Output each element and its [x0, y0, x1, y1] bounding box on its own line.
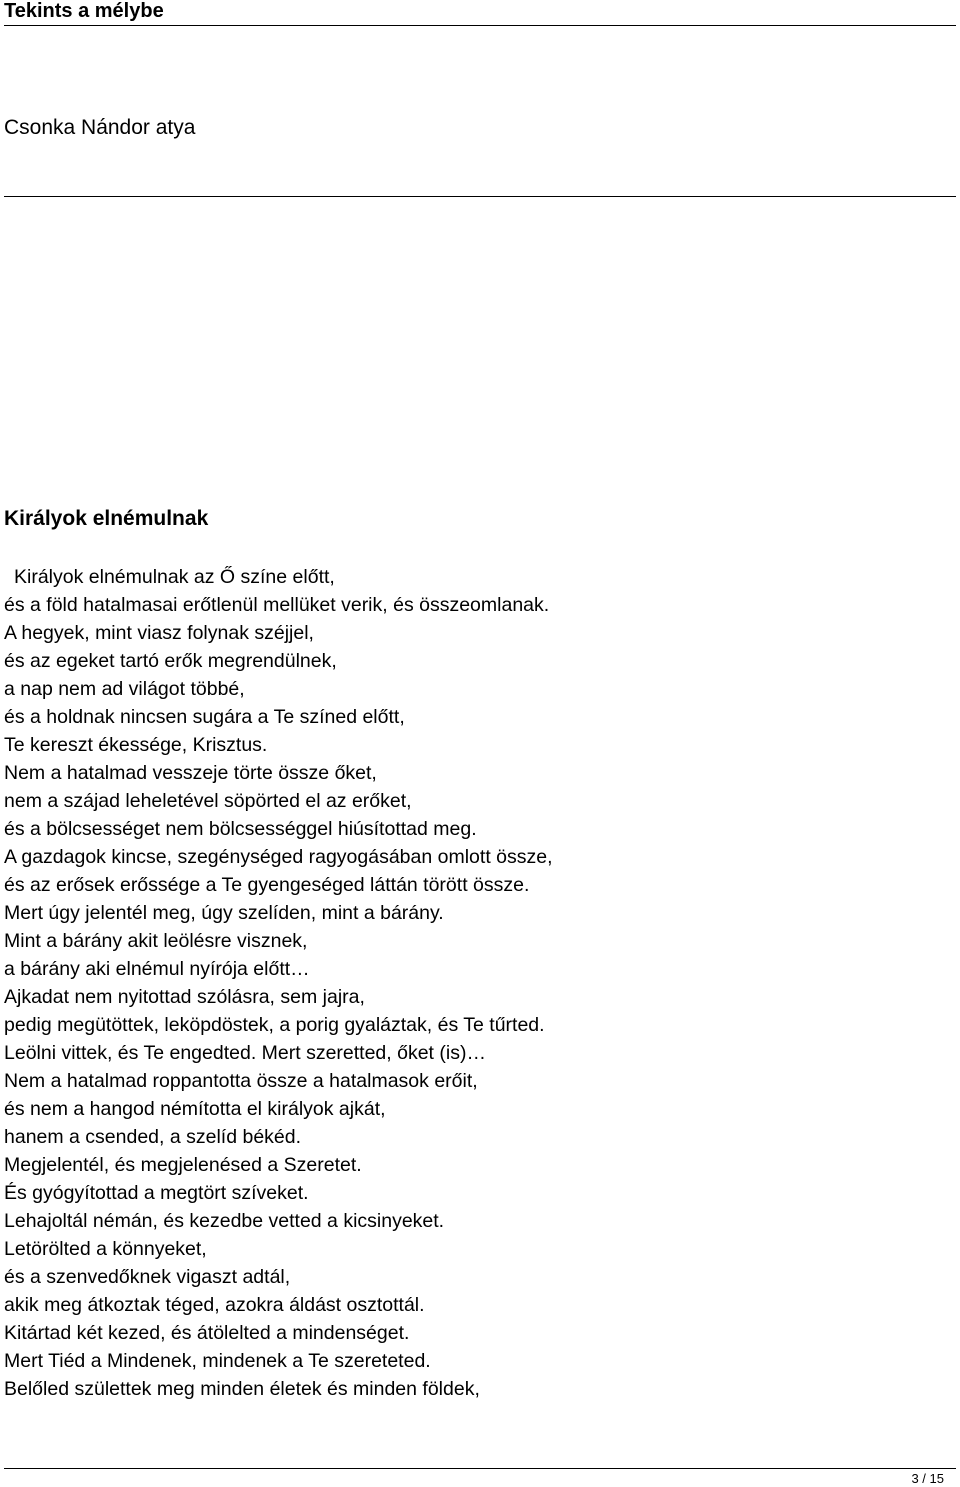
poem-line: Nem a hatalmad vesszeje törte össze őket, [4, 762, 377, 784]
poem-line: Nem a hatalmad roppantotta össze a hatalmasok erőit, [4, 1070, 478, 1092]
page-number: 3 / 15 [911, 1471, 944, 1486]
poem-line: és a holdnak nincsen sugára a Te színed előtt, [4, 706, 405, 728]
poem-line: Lehajoltál némán, és kezedbe vetted a kicsinyeket. [4, 1210, 445, 1232]
document-header-title: Tekints a mélybe [4, 0, 164, 22]
poem-line: Királyok elnémulnak az Ő színe előtt, [14, 566, 335, 588]
poem-line: és az erősek erőssége a Te gyengeséged láttán törött össze. [4, 874, 530, 896]
poem-line: És gyógyítottad a megtört szíveket. [4, 1182, 309, 1204]
poem-line: Kitártad két kezed, és átölelted a mindenséget. [4, 1322, 410, 1344]
poem-line: a bárány aki elnémul nyírója előtt… [4, 958, 310, 980]
poem-line: Te kereszt ékessége, Krisztus. [4, 734, 268, 756]
header-divider [4, 25, 956, 26]
poem-line: Letörölted a könnyeket, [4, 1238, 207, 1260]
poem-body [4, 563, 553, 1403]
poem-line: nem a szájad leheletével söpörted el az erőket, [4, 790, 412, 812]
poem-line: Ajkadat nem nyitottad szólásra, sem jajra, [4, 986, 365, 1008]
poem-line: pedig megütöttek, leköpdöstek, a porig gyaláztak, és Te tűrted. [4, 1014, 545, 1036]
poem-line: Mint a bárány akit leölésre visznek, [4, 930, 308, 952]
poem-line: Mert úgy jelentél meg, úgy szelíden, mint a bárány. [4, 902, 444, 924]
poem-line: és nem a hangod némította el királyok ajkát, [4, 1098, 386, 1120]
poem-line: Megjelentél, és megjelenésed a Szeretet. [4, 1154, 362, 1176]
poem-line: és a föld hatalmasai erőtlenül mellüket verik, és összeomlanak. [4, 594, 550, 616]
poem-line: és a szenvedőknek vigaszt adtál, [4, 1266, 291, 1288]
poem-line: a nap nem ad világot többé, [4, 678, 245, 700]
poem-line: Mert Tiéd a Mindenek, mindenek a Te szereteted. [4, 1350, 431, 1372]
author-name: Csonka Nándor atya [4, 116, 196, 139]
author-divider [4, 196, 956, 197]
poem-line: hanem a csended, a szelíd békéd. [4, 1126, 302, 1148]
poem-title: Királyok elnémulnak [4, 507, 209, 530]
poem-line: és az egeket tartó erők megrendülnek, [4, 650, 337, 672]
poem-line: és a bölcsességet nem bölcsességgel hiúsítottad meg. [4, 818, 477, 840]
footer-divider [4, 1468, 956, 1469]
poem-line: Belőled születtek meg minden életek és minden földek, [4, 1378, 480, 1400]
poem-line: Leölni vittek, és Te engedted. Mert szeretted, őket (is)… [4, 1042, 486, 1064]
poem-line: akik meg átkoztak téged, azokra áldást osztottál. [4, 1294, 425, 1316]
poem-line: A gazdagok kincse, szegénységed ragyogásában omlott össze, [4, 846, 553, 868]
poem-line: A hegyek, mint viasz folynak széjjel, [4, 622, 314, 644]
